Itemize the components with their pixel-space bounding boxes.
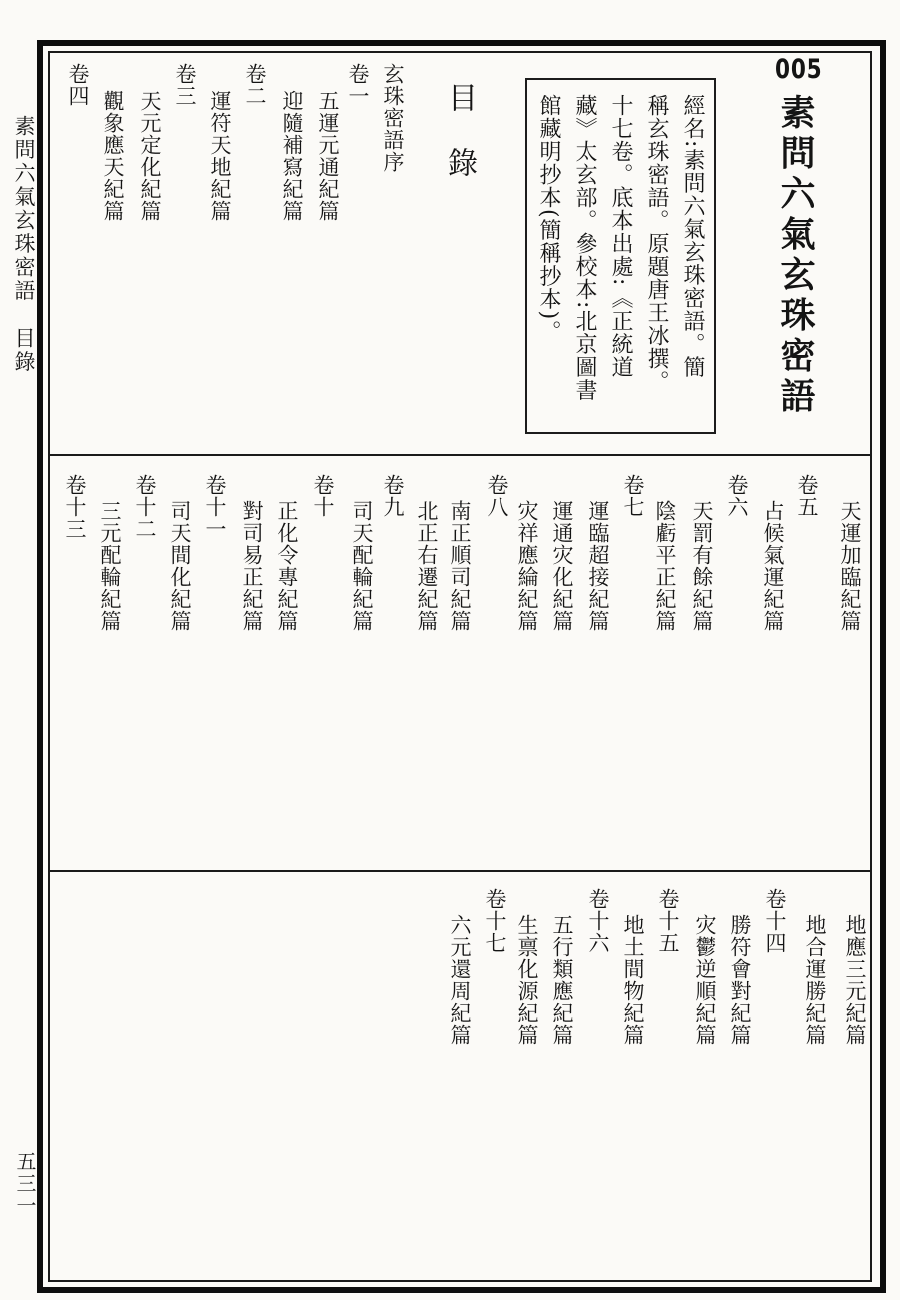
toc-chapter-title: 天罰有餘紀篇	[690, 500, 714, 632]
toc-chapter-title: 三元配輪紀篇	[98, 500, 122, 632]
page-border-inner	[48, 51, 872, 1282]
toc-chapter-title: 陰虧平正紀篇	[653, 500, 677, 632]
toc-volume-label: 卷十六	[586, 888, 610, 954]
toc-chapter-title: 灾祥應綸紀篇	[515, 500, 539, 632]
toc-chapter-title: 灾鬱逆順紀篇	[693, 914, 717, 1046]
toc-volume-label: 卷十	[311, 474, 335, 518]
toc-volume-label: 卷一	[346, 63, 370, 107]
toc-volume-label: 卷十二	[133, 474, 157, 540]
toc-volume-label: 卷五	[795, 474, 819, 518]
toc-chapter-title: 迎隨補寫紀篇	[280, 90, 304, 222]
toc-chapter-title: 地應三元紀篇	[843, 914, 867, 1046]
toc-chapter-title: 地土間物紀篇	[621, 914, 645, 1046]
colophon-line: 藏》太玄部。參校本:北京圖書	[572, 94, 597, 402]
toc-chapter-title: 司天間化紀篇	[168, 500, 192, 632]
section-divider	[50, 454, 871, 456]
toc-volume-label: 卷八	[485, 474, 509, 518]
toc-chapter-title: 運符天地紀篇	[208, 90, 232, 222]
toc-chapter-title: 天運加臨紀篇	[838, 500, 862, 632]
toc-heading: 目錄	[442, 82, 477, 212]
toc-chapter-title: 五運元通紀篇	[316, 90, 340, 222]
toc-volume-label: 卷十五	[656, 888, 680, 954]
book-title: 素問六氣玄珠密語	[775, 94, 816, 418]
toc-chapter-title: 六元還周紀篇	[448, 914, 472, 1046]
toc-volume-label: 卷十一	[203, 474, 227, 540]
toc-chapter-title: 運通灾化紀篇	[550, 500, 574, 632]
toc-volume-label: 卷十七	[483, 888, 507, 954]
toc-volume-label: 卷七	[621, 474, 645, 518]
toc-volume-label: 卷三	[173, 63, 197, 107]
margin-book-title: 素問六氣玄珠密語	[12, 115, 36, 303]
toc-chapter-title: 運臨超接紀篇	[586, 500, 610, 632]
toc-volume-label: 卷十四	[763, 888, 787, 954]
toc-chapter-title: 勝符會對紀篇	[728, 914, 752, 1046]
margin-section-label: 目錄	[12, 327, 36, 374]
toc-chapter-title: 地合運勝紀篇	[803, 914, 827, 1046]
colophon-box	[525, 78, 716, 434]
colophon-line: 經名:素問六氣玄珠密語。簡	[680, 94, 705, 379]
toc-volume-label: 卷九	[381, 474, 405, 518]
toc-volume-label: 卷四	[66, 63, 90, 107]
toc-chapter-title: 天元定化紀篇	[138, 90, 162, 222]
toc-volume-label: 卷十三	[63, 474, 87, 540]
section-divider	[50, 870, 871, 872]
toc-chapter-title: 對司易正紀篇	[240, 500, 264, 632]
toc-chapter-title: 正化令專紀篇	[275, 500, 299, 632]
toc-volume-label: 卷二	[243, 63, 267, 107]
toc-chapter-title: 南正順司紀篇	[448, 500, 472, 632]
toc-volume-label: 卷六	[725, 474, 749, 518]
volume-serial: 005	[775, 54, 823, 85]
folio-page-number: 五三一	[13, 1151, 37, 1217]
colophon-line: 稱玄珠密語。原題唐王冰撰。	[644, 94, 669, 393]
toc-chapter-title: 五行類應紀篇	[550, 914, 574, 1046]
colophon-line: 館藏明抄本(簡稱抄本)。	[536, 94, 561, 344]
toc-chapter-title: 觀象應天紀篇	[101, 90, 125, 222]
toc-chapter-title: 北正右遷紀篇	[415, 500, 439, 632]
toc-chapter-title: 占候氣運紀篇	[761, 500, 785, 632]
toc-chapter-title: 生禀化源紀篇	[515, 914, 539, 1046]
colophon-line: 十七卷。底本出處:《正統道	[608, 94, 633, 379]
toc-preface-title: 玄珠密語序	[381, 63, 405, 173]
toc-chapter-title: 司天配輪紀篇	[350, 500, 374, 632]
